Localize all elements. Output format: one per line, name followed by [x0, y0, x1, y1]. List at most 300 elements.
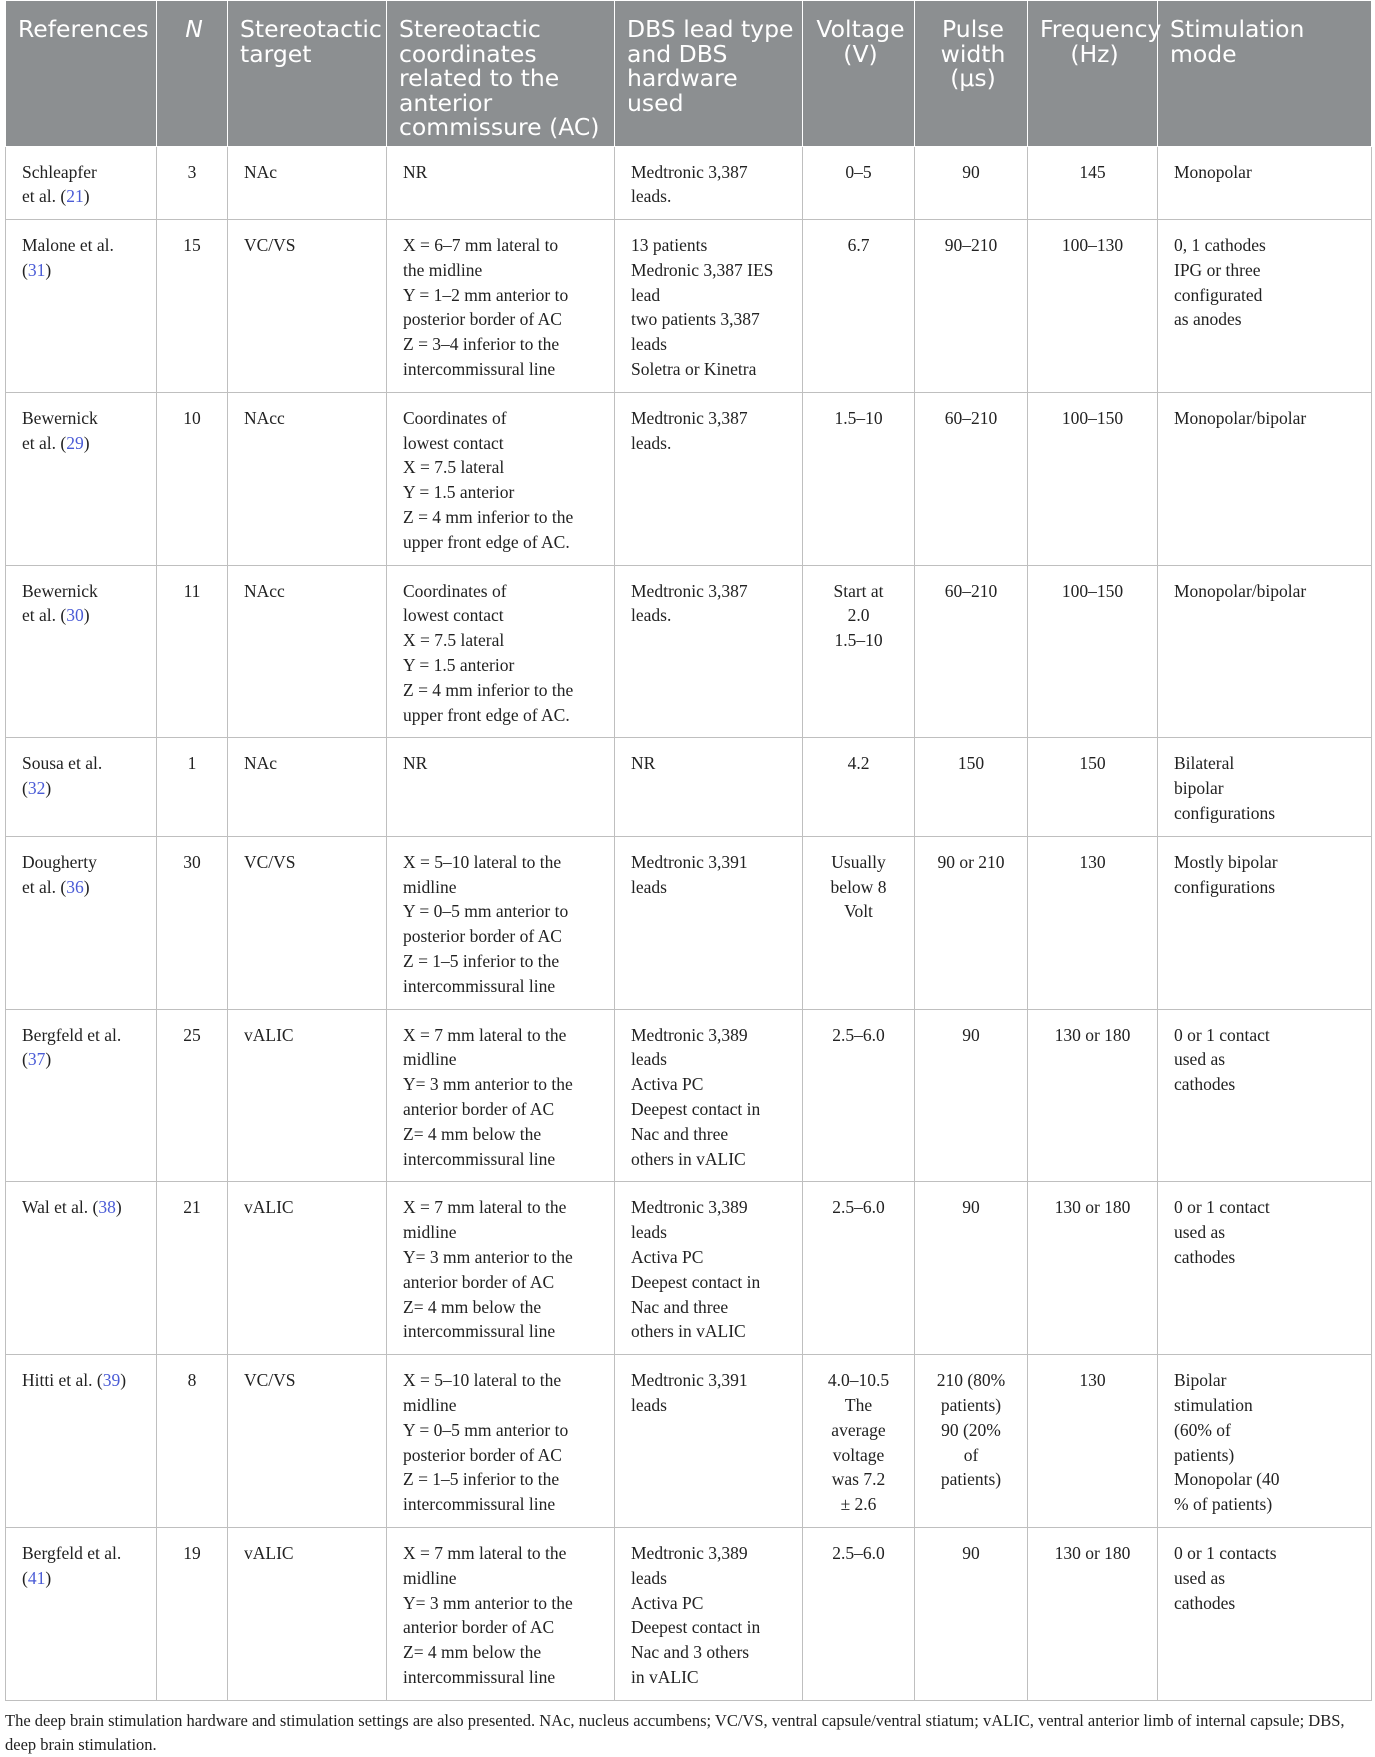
target-cell: NAcc: [228, 392, 387, 565]
coordinates-cell-line: Y = 1–2 mm anterior to: [403, 284, 569, 305]
stimulation-mode-cell-line: used as: [1174, 1049, 1226, 1070]
frequency-cell: [1028, 392, 1158, 565]
coordinates-cell-line: midline: [403, 1222, 457, 1243]
coordinates-cell-line: X = 7.5 lateral: [403, 457, 505, 478]
reference-cell: [6, 565, 157, 738]
pulse-width-cell: [915, 1009, 1028, 1182]
pulse-width-cell-line: 90–210: [944, 235, 998, 256]
reference-close: ): [83, 432, 90, 453]
n-cell: 15: [157, 220, 228, 393]
coordinates-cell-line: intercommissural line: [403, 975, 556, 996]
pulse-width-cell: [915, 1527, 1028, 1700]
voltage-cell: [803, 836, 915, 1009]
coordinates-cell-line: anterior border of AC: [403, 1617, 555, 1638]
lead-cell: [615, 392, 803, 565]
reference-authors-cont: et al. (: [22, 186, 67, 207]
target-cell: VC/VS: [228, 836, 387, 1009]
stimulation-mode-cell: [1158, 836, 1372, 1009]
stimulation-mode-cell: [1158, 392, 1372, 565]
lead-cell-line: leads.: [631, 432, 672, 453]
lead-cell-line: Medtronic 3,389: [631, 1197, 748, 1218]
lead-cell-line: Medtronic 3,387: [631, 407, 748, 428]
lead-cell-line: others in vALIC: [631, 1321, 746, 1342]
reference-cell: [6, 1355, 157, 1528]
voltage-cell: [803, 392, 915, 565]
n-cell: 25: [157, 1009, 228, 1182]
frequency-cell-line: 100–150: [1061, 580, 1124, 601]
coordinates-cell-line: Z = 4 mm inferior to the: [403, 507, 574, 528]
stimulation-mode-cell-line: used as: [1174, 1567, 1226, 1588]
coordinates-cell-line: intercommissural line: [403, 1666, 556, 1687]
voltage-cell-line: 0–5: [845, 161, 872, 182]
coordinates-cell-line: X = 5–10 lateral to the: [403, 851, 562, 872]
lead-cell-line: leads: [631, 1567, 667, 1588]
reference-authors-cont: (: [22, 259, 28, 280]
lead-cell-line: Nac and three: [631, 1123, 729, 1144]
stimulation-mode-cell-line: Monopolar: [1174, 161, 1252, 182]
frequency-cell: [1028, 1355, 1158, 1528]
header-coordinates: Stereotactic coordinates related to the anterior commissure (AC): [387, 1, 615, 147]
n-cell: 1: [157, 738, 228, 836]
coordinates-cell-line: intercommissural line: [403, 1321, 556, 1342]
citation-link[interactable]: 29: [66, 432, 84, 453]
table-row: [6, 565, 1372, 738]
frequency-cell-line: 145: [1079, 161, 1106, 182]
reference-authors-cont: et al. (: [22, 605, 67, 626]
reference-close: ): [45, 1567, 52, 1588]
pulse-width-cell-line: 90: [962, 1024, 980, 1045]
reference-close: ): [45, 259, 52, 280]
coordinates-cell-line: upper front edge of AC.: [403, 704, 570, 725]
reference-close: ): [83, 876, 90, 897]
header-pulse-width: Pulse width (μs): [915, 1, 1028, 147]
coordinates-cell: [387, 146, 615, 220]
table-row: [6, 392, 1372, 565]
lead-cell-line: leads: [631, 1049, 667, 1070]
stimulation-mode-cell-line: cathodes: [1174, 1074, 1236, 1095]
coordinates-cell-line: Z= 4 mm below the: [403, 1296, 542, 1317]
coordinates-cell-line: intercommissural line: [403, 1494, 556, 1515]
reference-authors: Bergfeld et al.: [22, 1542, 122, 1563]
header-target: Stereotactic target: [228, 1, 387, 147]
pulse-width-cell: [915, 836, 1028, 1009]
lead-cell-line: Nac and three: [631, 1296, 729, 1317]
stimulation-mode-cell-line: 0, 1 cathodes: [1174, 235, 1266, 256]
voltage-cell-line: The: [844, 1394, 873, 1415]
voltage-cell: [803, 146, 915, 220]
reference-close: ): [83, 605, 90, 626]
voltage-cell-line: Start at: [833, 580, 884, 601]
pulse-width-cell-line: patients): [940, 1394, 1002, 1415]
table-row: [6, 738, 1372, 836]
reference-authors: Bewernick: [22, 407, 98, 428]
lead-cell-line: Medtronic 3,387: [631, 580, 748, 601]
coordinates-cell: [387, 220, 615, 393]
stimulation-mode-cell-line: configurated: [1174, 284, 1263, 305]
lead-cell: [615, 1009, 803, 1182]
coordinates-cell-line: Y = 0–5 mm anterior to: [403, 1419, 569, 1440]
reference-authors-cont: (: [22, 778, 28, 799]
lead-cell-line: in vALIC: [631, 1666, 699, 1687]
coordinates-cell-line: Z= 4 mm below the: [403, 1123, 542, 1144]
lead-cell-line: Activa PC: [631, 1246, 704, 1267]
coordinates-cell-line: intercommissural line: [403, 1148, 556, 1169]
citation-link[interactable]: 21: [66, 186, 84, 207]
coordinates-cell-line: NR: [403, 161, 428, 182]
stimulation-mode-cell: [1158, 220, 1372, 393]
lead-cell: [615, 1182, 803, 1355]
coordinates-cell-line: Y = 1.5 anterior: [403, 482, 515, 503]
table-container: [5, 0, 1371, 1757]
frequency-cell: [1028, 565, 1158, 738]
voltage-cell: [803, 220, 915, 393]
lead-cell-line: Deepest contact in: [631, 1617, 761, 1638]
voltage-cell: [803, 1182, 915, 1355]
stimulation-mode-cell-line: patients): [1174, 1444, 1235, 1465]
reference-authors-cont: (: [22, 1049, 28, 1070]
pulse-width-cell: [915, 146, 1028, 220]
table-row: [6, 1009, 1372, 1182]
frequency-cell-line: 150: [1079, 753, 1106, 774]
coordinates-cell-line: Z= 4 mm below the: [403, 1642, 542, 1663]
coordinates-cell-line: Z = 1–5 inferior to the: [403, 1469, 560, 1490]
reference-authors: Bewernick: [22, 580, 98, 601]
reference-authors-cont: (: [22, 1567, 28, 1588]
stimulation-mode-cell-line: (60% of: [1174, 1419, 1231, 1440]
coordinates-cell-line: midline: [403, 1567, 457, 1588]
coordinates-cell-line: Coordinates of: [403, 580, 507, 601]
target-cell: vALIC: [228, 1182, 387, 1355]
voltage-cell-line: average: [831, 1419, 886, 1440]
reference-cell: [6, 1527, 157, 1700]
dbs-studies-table: [5, 0, 1372, 1701]
coordinates-cell: [387, 738, 615, 836]
lead-cell-line: Deepest contact in: [631, 1271, 761, 1292]
reference-authors: Sousa et al.: [22, 753, 103, 774]
coordinates-cell-line: lowest contact: [403, 432, 504, 453]
table-row: [6, 1355, 1372, 1528]
citation-link[interactable]: 30: [66, 605, 84, 626]
citation-link[interactable]: 41: [27, 1567, 46, 1588]
frequency-cell-line: 130: [1079, 1370, 1106, 1391]
coordinates-cell-line: Y= 3 mm anterior to the: [403, 1074, 573, 1095]
pulse-width-cell-line: patients): [940, 1469, 1002, 1490]
reference-authors: Wal et al. (: [22, 1197, 99, 1218]
pulse-width-cell: [915, 565, 1028, 738]
voltage-cell: [803, 738, 915, 836]
target-cell: NAc: [228, 738, 387, 836]
pulse-width-cell-line: 90 or 210: [937, 851, 1005, 872]
coordinates-cell: [387, 1527, 615, 1700]
voltage-cell-line: 2.5–6.0: [832, 1542, 885, 1563]
stimulation-mode-cell-line: Mostly bipolar: [1174, 851, 1278, 872]
frequency-cell: [1028, 1527, 1158, 1700]
reference-cell: [6, 738, 157, 836]
coordinates-cell-line: Y = 0–5 mm anterior to: [403, 901, 569, 922]
voltage-cell: [803, 565, 915, 738]
reference-cell: [6, 1009, 157, 1182]
coordinates-cell-line: intercommissural line: [403, 359, 556, 380]
table-row: [6, 1527, 1372, 1700]
voltage-cell: [803, 1009, 915, 1182]
table-row: [6, 220, 1372, 393]
coordinates-cell: [387, 836, 615, 1009]
coordinates-cell-line: X = 5–10 lateral to the: [403, 1370, 562, 1391]
header-n: N: [157, 1, 228, 147]
pulse-width-cell-line: of: [963, 1444, 979, 1465]
stimulation-mode-cell: [1158, 565, 1372, 738]
stimulation-mode-cell-line: 0 or 1 contact: [1174, 1197, 1270, 1218]
pulse-width-cell: [915, 220, 1028, 393]
voltage-cell-line: 2.5–6.0: [832, 1024, 885, 1045]
voltage-cell-line: Volt: [844, 901, 873, 922]
lead-cell-line: leads: [631, 1394, 667, 1415]
stimulation-mode-cell-line: stimulation: [1174, 1394, 1253, 1415]
frequency-cell: [1028, 836, 1158, 1009]
coordinates-cell-line: X = 7 mm lateral to the: [403, 1024, 567, 1045]
coordinates-cell-line: lowest contact: [403, 605, 504, 626]
n-cell: 8: [157, 1355, 228, 1528]
n-cell: 11: [157, 565, 228, 738]
voltage-cell-line: below 8: [830, 876, 887, 897]
coordinates-cell-line: X = 7 mm lateral to the: [403, 1542, 567, 1563]
pulse-width-cell-line: 90 (20%: [941, 1419, 1001, 1440]
coordinates-cell: [387, 1182, 615, 1355]
pulse-width-cell-line: 210 (80%: [936, 1370, 1006, 1391]
header-lead: DBS lead type and DBS hardware used: [615, 1, 803, 147]
voltage-cell-line: 1.5–10: [834, 630, 883, 651]
citation-link[interactable]: 38: [98, 1197, 116, 1218]
pulse-width-cell: [915, 1182, 1028, 1355]
stimulation-mode-cell: [1158, 146, 1372, 220]
stimulation-mode-cell: [1158, 1182, 1372, 1355]
target-cell: VC/VS: [228, 1355, 387, 1528]
citation-link[interactable]: 31: [27, 259, 46, 280]
frequency-cell-line: 100–150: [1061, 407, 1124, 428]
pulse-width-cell: [915, 1355, 1028, 1528]
lead-cell-line: leads: [631, 876, 667, 897]
reference-close: ): [45, 778, 52, 799]
lead-cell-line: Nac and 3 others: [631, 1642, 750, 1663]
stimulation-mode-cell: [1158, 1527, 1372, 1700]
stimulation-mode-cell-line: IPG or three: [1174, 259, 1261, 280]
lead-cell: [615, 1527, 803, 1700]
stimulation-mode-cell-line: as anodes: [1174, 309, 1242, 330]
coordinates-cell: [387, 392, 615, 565]
voltage-cell-line: ± 2.6: [840, 1494, 877, 1515]
n-cell: 3: [157, 146, 228, 220]
coordinates-cell-line: X = 7.5 lateral: [403, 630, 505, 651]
lead-cell-line: Soletra or Kinetra: [631, 359, 757, 380]
coordinates-cell-line: posterior border of AC: [403, 309, 562, 330]
frequency-cell-line: 130 or 180: [1054, 1197, 1131, 1218]
pulse-width-cell-line: 90: [962, 161, 980, 182]
header-references: References: [6, 1, 157, 147]
pulse-width-cell-line: 90: [962, 1197, 980, 1218]
target-cell: NAcc: [228, 565, 387, 738]
lead-cell-line: two patients 3,387: [631, 309, 760, 330]
reference-close: ): [83, 186, 90, 207]
citation-link[interactable]: 32: [27, 778, 46, 799]
frequency-cell: [1028, 220, 1158, 393]
lead-cell-line: Medronic 3,387 IES: [631, 259, 774, 280]
frequency-cell: [1028, 1182, 1158, 1355]
coordinates-cell-line: posterior border of AC: [403, 1444, 562, 1465]
stimulation-mode-cell-line: cathodes: [1174, 1592, 1236, 1613]
lead-cell-line: Activa PC: [631, 1074, 704, 1095]
pulse-width-cell: [915, 738, 1028, 836]
target-cell: NAc: [228, 146, 387, 220]
stimulation-mode-cell-line: Bipolar: [1174, 1370, 1227, 1391]
lead-cell-line: leads: [631, 1222, 667, 1243]
pulse-width-cell-line: 150: [957, 753, 985, 774]
stimulation-mode-cell: [1158, 1009, 1372, 1182]
frequency-cell-line: 130 or 180: [1054, 1024, 1131, 1045]
coordinates-cell-line: Z = 1–5 inferior to the: [403, 951, 560, 972]
header-stimulation-mode: Stimulation mode: [1158, 1, 1372, 147]
stimulation-mode-cell-line: Monopolar/bipolar: [1174, 580, 1307, 601]
reference-authors: Hitti et al. (: [22, 1370, 103, 1391]
table-row: [6, 146, 1372, 220]
reference-authors: Bergfeld et al.: [22, 1024, 122, 1045]
coordinates-cell-line: Z = 4 mm inferior to the: [403, 679, 574, 700]
stimulation-mode-cell-line: used as: [1174, 1222, 1226, 1243]
lead-cell-line: Medtronic 3,391: [631, 851, 748, 872]
stimulation-mode-cell-line: % of patients): [1174, 1494, 1273, 1515]
pulse-width-cell-line: 90: [962, 1542, 980, 1563]
reference-authors: Schleapfer: [22, 161, 97, 182]
lead-cell-line: Medtronic 3,391: [631, 1370, 748, 1391]
stimulation-mode-cell-line: cathodes: [1174, 1246, 1236, 1267]
voltage-cell-line: Usually: [831, 851, 886, 872]
reference-close: ): [45, 1049, 52, 1070]
coordinates-cell-line: NR: [403, 753, 428, 774]
lead-cell-line: NR: [631, 753, 656, 774]
coordinates-cell-line: Y= 3 mm anterior to the: [403, 1246, 573, 1267]
header-frequency: Frequency (Hz): [1028, 1, 1158, 147]
lead-cell-line: Activa PC: [631, 1592, 704, 1613]
lead-cell-line: others in vALIC: [631, 1148, 746, 1169]
lead-cell-line: Medtronic 3,389: [631, 1024, 748, 1045]
coordinates-cell-line: X = 7 mm lateral to the: [403, 1197, 567, 1218]
lead-cell-line: Deepest contact in: [631, 1099, 761, 1119]
reference-cell: [6, 1182, 157, 1355]
reference-authors-cont: et al. (: [22, 432, 67, 453]
pulse-width-cell-line: 60–210: [944, 407, 998, 428]
coordinates-cell-line: midline: [403, 1049, 457, 1070]
reference-close: ): [120, 1370, 127, 1391]
voltage-cell-line: voltage: [832, 1444, 885, 1465]
voltage-cell-line: 2.5–6.0: [832, 1197, 885, 1218]
frequency-cell-line: 100–130: [1061, 235, 1124, 256]
frequency-cell: [1028, 738, 1158, 836]
coordinates-cell-line: anterior border of AC: [403, 1271, 555, 1292]
lead-cell-line: 13 patients: [631, 235, 708, 256]
reference-authors-cont: et al. (: [22, 876, 67, 897]
citation-link[interactable]: 36: [66, 876, 84, 897]
citation-link[interactable]: 39: [102, 1370, 121, 1391]
coordinates-cell-line: the midline: [403, 259, 483, 280]
n-cell: 19: [157, 1527, 228, 1700]
lead-cell: [615, 738, 803, 836]
stimulation-mode-cell-line: configurations: [1174, 876, 1276, 897]
stimulation-mode-cell-line: Monopolar (40: [1174, 1469, 1280, 1490]
table-header: [6, 1, 1372, 147]
lead-cell: [615, 220, 803, 393]
voltage-cell-line: 1.5–10: [834, 407, 883, 428]
frequency-cell-line: 130: [1079, 851, 1106, 872]
lead-cell-line: leads.: [631, 605, 672, 626]
coordinates-cell-line: Y= 3 mm anterior to the: [403, 1592, 573, 1613]
stimulation-mode-cell-line: 0 or 1 contacts: [1174, 1542, 1277, 1563]
frequency-cell: [1028, 1009, 1158, 1182]
stimulation-mode-cell-line: Bilateral: [1174, 753, 1235, 774]
lead-cell: [615, 1355, 803, 1528]
stimulation-mode-cell-line: 0 or 1 contact: [1174, 1024, 1270, 1045]
frequency-cell: [1028, 146, 1158, 220]
frequency-cell-line: 130 or 180: [1054, 1542, 1131, 1563]
coordinates-cell-line: Z = 3–4 inferior to the: [403, 334, 560, 355]
stimulation-mode-cell-line: Monopolar/bipolar: [1174, 407, 1307, 428]
reference-close: ): [115, 1197, 122, 1218]
voltage-cell-line: 6.7: [847, 235, 870, 256]
voltage-cell: [803, 1355, 915, 1528]
coordinates-cell-line: Y = 1.5 anterior: [403, 655, 515, 676]
voltage-cell-line: was 7.2: [831, 1469, 886, 1490]
coordinates-cell: [387, 1355, 615, 1528]
voltage-cell-line: 4.0–10.5: [827, 1370, 890, 1391]
lead-cell-line: lead: [631, 284, 661, 305]
citation-link[interactable]: 37: [27, 1049, 46, 1070]
table-footnote: The deep brain stimulation hardware and stimulation settings are also presented. NAc, nucleus accumbens; VC/VS, ventral capsule/ventral stiatum; vALIC, ventral anterior limb of internal capsule; DBS, deep brain stimulation.: [5, 1710, 1345, 1754]
reference-cell: [6, 392, 157, 565]
coordinates-cell-line: upper front edge of AC.: [403, 531, 570, 552]
stimulation-mode-cell: [1158, 1355, 1372, 1528]
coordinates-cell-line: X = 6–7 mm lateral to: [403, 235, 559, 256]
target-cell: vALIC: [228, 1527, 387, 1700]
pulse-width-cell: [915, 392, 1028, 565]
reference-cell: [6, 836, 157, 1009]
lead-cell-line: Medtronic 3,387: [631, 161, 748, 182]
coordinates-cell-line: Coordinates of: [403, 407, 507, 428]
voltage-cell-line: 2.0: [847, 605, 870, 626]
reference-authors: Malone et al.: [22, 235, 114, 256]
coordinates-cell-line: midline: [403, 876, 457, 897]
stimulation-mode-cell-line: configurations: [1174, 803, 1276, 824]
table-row: [6, 836, 1372, 1009]
n-cell: 10: [157, 392, 228, 565]
coordinates-cell-line: midline: [403, 1394, 457, 1415]
reference-cell: [6, 220, 157, 393]
table-row: [6, 1182, 1372, 1355]
reference-cell: [6, 146, 157, 220]
voltage-cell: [803, 1527, 915, 1700]
target-cell: VC/VS: [228, 220, 387, 393]
voltage-cell-line: 4.2: [847, 753, 870, 774]
pulse-width-cell-line: 60–210: [944, 580, 998, 601]
table-body: [6, 146, 1372, 1700]
header-voltage: Voltage (V): [803, 1, 915, 147]
coordinates-cell-line: anterior border of AC: [403, 1099, 555, 1119]
lead-cell-line: leads: [631, 334, 667, 355]
reference-authors: Dougherty: [22, 851, 97, 872]
n-cell: 21: [157, 1182, 228, 1355]
coordinates-cell-line: posterior border of AC: [403, 926, 562, 947]
target-cell: vALIC: [228, 1009, 387, 1182]
coordinates-cell: [387, 565, 615, 738]
stimulation-mode-cell: [1158, 738, 1372, 836]
lead-cell: [615, 146, 803, 220]
